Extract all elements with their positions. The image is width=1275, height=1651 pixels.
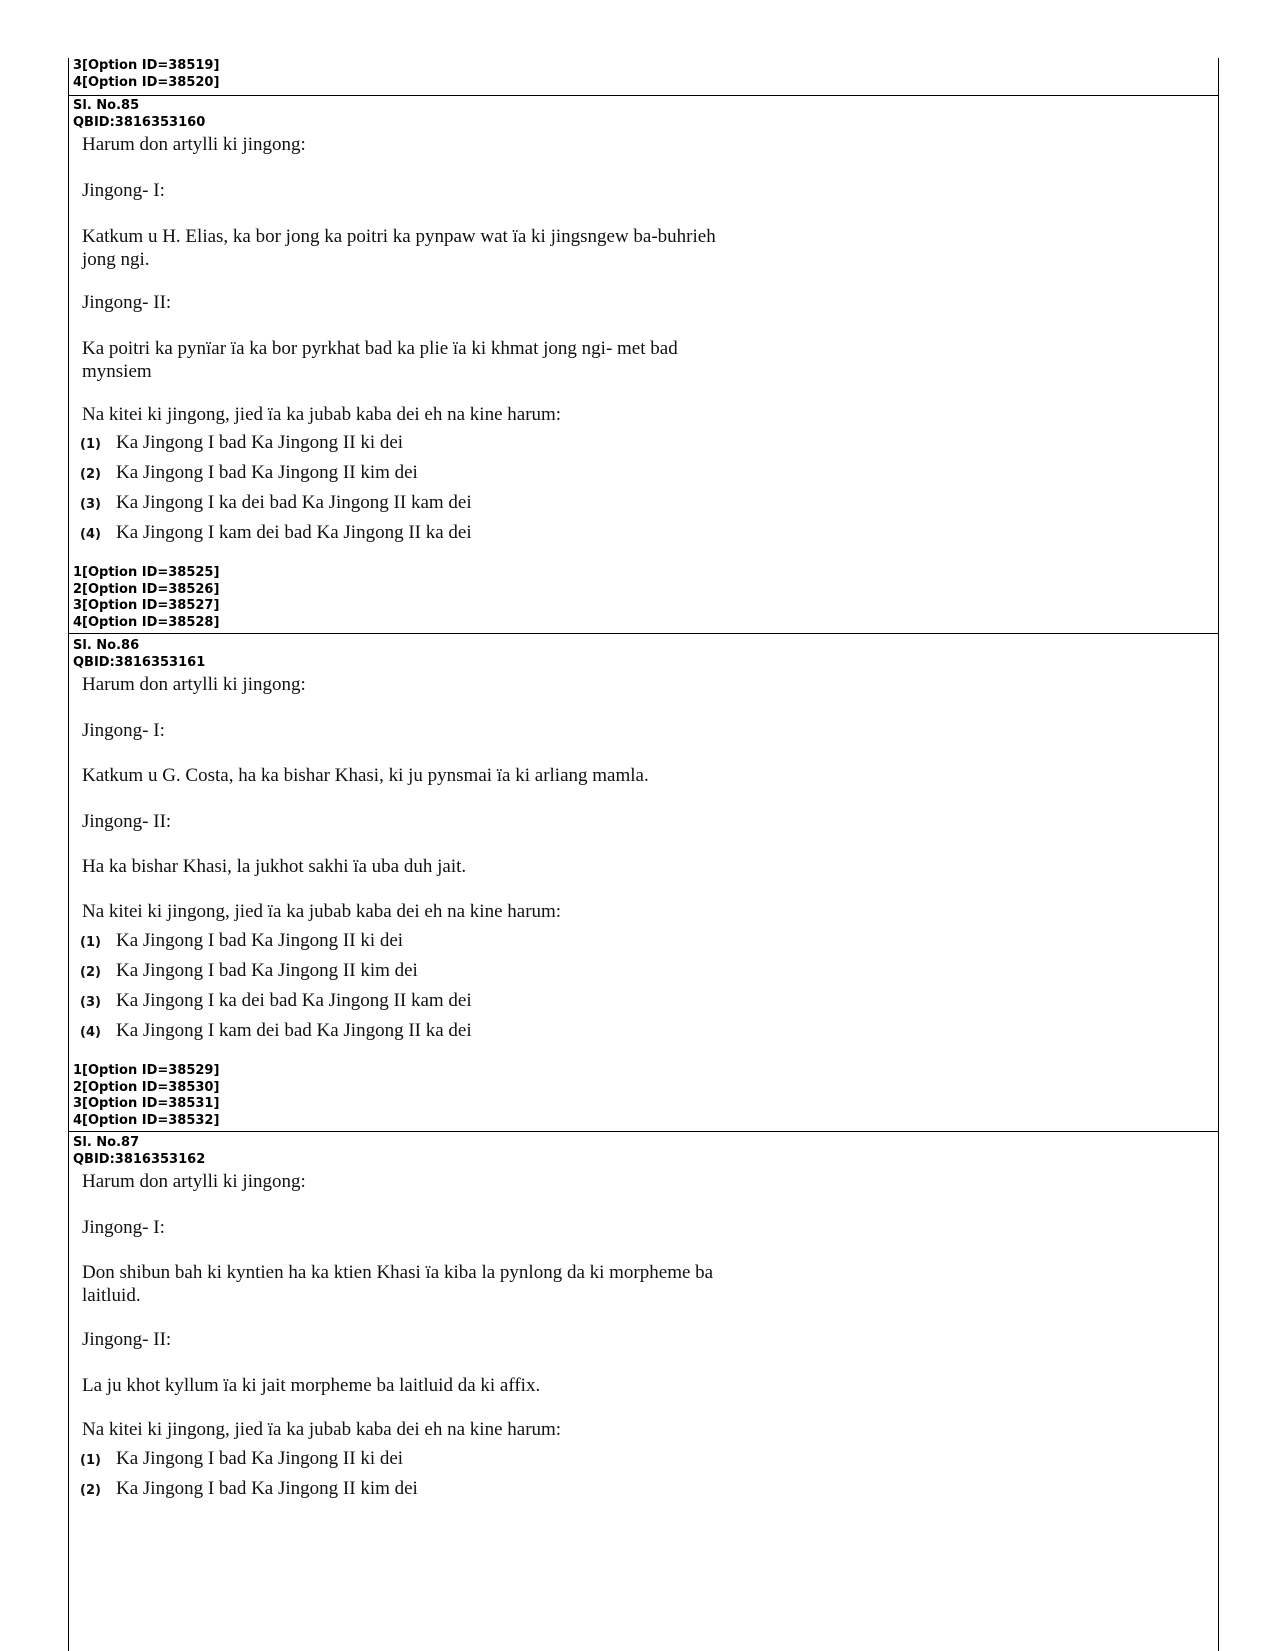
question-header	[73, 98, 205, 131]
serial-number: Sl. No.86	[73, 638, 140, 653]
question-intro: Harum don artylli ki jingong:	[82, 134, 306, 155]
divider	[68, 633, 1219, 634]
option-id: 3[Option ID=38531]	[73, 1096, 220, 1111]
answer-option: (2) Ka Jingong I bad Ka Jingong II kim dei	[80, 960, 418, 981]
statement-1-label: Jingong- I:	[82, 1217, 165, 1238]
statement-1: Katkum u G. Costa, ha ka bishar Khasi, ki ju pynsmai ïa ki arliang mamla.	[82, 765, 649, 786]
statement-2: Ka poitri ka pynïar ïa ka bor pyrkhat bad ka plie ïa ki khmat jong ngi- met bad mynsiem	[82, 338, 678, 382]
answer-option: (4) Ka Jingong I kam dei bad Ka Jingong II ka dei	[80, 1020, 472, 1041]
statement-1: Katkum u H. Elias, ka bor jong ka poitri ka pynpaw wat ïa ki jingsngew ba-buhrieh jong ngi.	[82, 226, 716, 270]
divider	[68, 1131, 1219, 1132]
question-header	[73, 1135, 205, 1168]
answer-option: (4) Ka Jingong I kam dei bad Ka Jingong II ka dei	[80, 522, 472, 543]
option-id: 4[Option ID=38528]	[73, 614, 220, 630]
option-id: 1[Option ID=38529]	[73, 1063, 220, 1078]
answer-option: (2) Ka Jingong I bad Ka Jingong II kim dei	[80, 462, 418, 483]
statement-1-label: Jingong- I:	[82, 720, 165, 741]
option-id: 1[Option ID=38525]	[73, 565, 220, 580]
qbid: QBID:3816353160	[73, 114, 206, 130]
option-id-list	[73, 1063, 219, 1129]
option-id: 2[Option ID=38526]	[73, 581, 220, 597]
answer-option: (1) Ka Jingong I bad Ka Jingong II ki dei	[80, 1448, 404, 1469]
option-id: 4[Option ID=38520]	[73, 74, 220, 90]
question-text: Na kitei ki jingong, jied ïa ka jubab kaba dei eh na kine harum:	[82, 1419, 562, 1440]
answer-option: (1) Ka Jingong I bad Ka Jingong II ki dei	[80, 930, 404, 951]
question-text: Na kitei ki jingong, jied ïa ka jubab kaba dei eh na kine harum:	[82, 404, 562, 425]
serial-number: Sl. No.85	[73, 98, 140, 113]
question-header	[73, 638, 205, 671]
statement-2-label: Jingong- II:	[82, 292, 172, 313]
option-id: 4[Option ID=38532]	[73, 1112, 220, 1128]
qbid: QBID:3816353161	[73, 654, 206, 670]
statement-1-label: Jingong- I:	[82, 180, 165, 201]
answer-option: (2) Ka Jingong I bad Ka Jingong II kim dei	[80, 1478, 418, 1499]
question-text: Na kitei ki jingong, jied ïa ka jubab kaba dei eh na kine harum:	[82, 901, 562, 922]
statement-1: Don shibun bah ki kyntien ha ka ktien Khasi ïa kiba la pynlong da ki morpheme ba laitluid.	[82, 1262, 714, 1306]
answer-option: (3) Ka Jingong I ka dei bad Ka Jingong II kam dei	[80, 990, 472, 1011]
divider	[68, 95, 1219, 96]
option-id: 3[Option ID=38527]	[73, 598, 220, 613]
statement-2: Ha ka bishar Khasi, la jukhot sakhi ïa uba duh jait.	[82, 856, 467, 877]
option-id: 2[Option ID=38530]	[73, 1079, 220, 1095]
statement-2: La ju khot kyllum ïa ki jait morpheme ba laitluid da ki affix.	[82, 1375, 541, 1396]
answer-option: (1) Ka Jingong I bad Ka Jingong II ki dei	[80, 432, 404, 453]
option-id: 3[Option ID=38519]	[73, 58, 220, 73]
question-intro: Harum don artylli ki jingong:	[82, 674, 306, 695]
option-id-list	[73, 58, 219, 91]
statement-2-label: Jingong- II:	[82, 1329, 172, 1350]
qbid: QBID:3816353162	[73, 1151, 206, 1167]
serial-number: Sl. No.87	[73, 1135, 140, 1150]
answer-option: (3) Ka Jingong I ka dei bad Ka Jingong II kam dei	[80, 492, 472, 513]
option-id-list	[73, 565, 219, 631]
statement-2-label: Jingong- II:	[82, 811, 172, 832]
question-intro: Harum don artylli ki jingong:	[82, 1171, 306, 1192]
